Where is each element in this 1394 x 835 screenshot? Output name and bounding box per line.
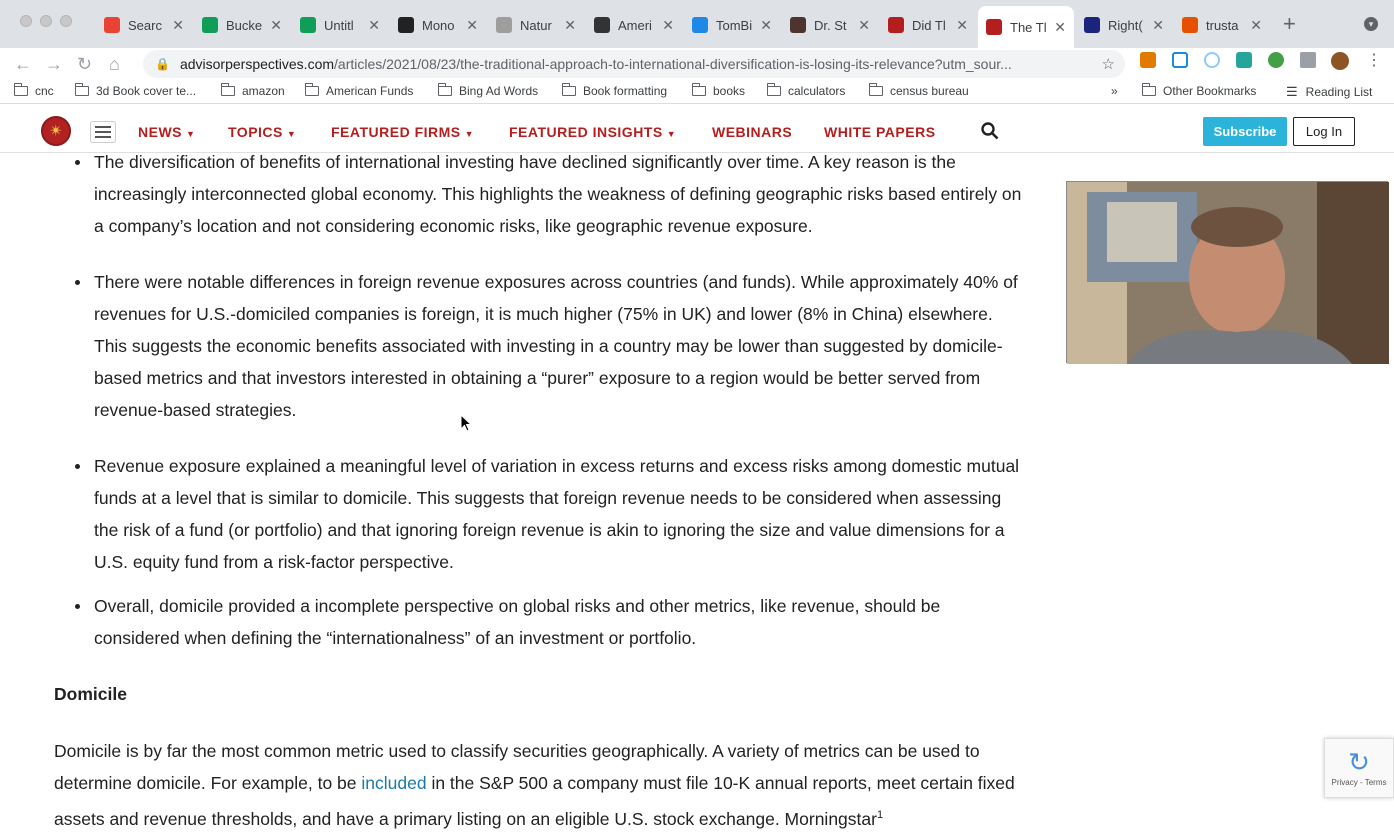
bookmark-folder[interactable] (767, 84, 845, 98)
close-tab-icon[interactable]: ✕ (1250, 16, 1262, 33)
nav-label: FEATURED INSIGHTS (509, 124, 663, 140)
browser-tab-bar (0, 0, 1394, 48)
tab-title: Ameri (618, 17, 652, 33)
address-bar[interactable] (143, 50, 1125, 78)
bullet-item: The diversification of benefits of international investing have declined significantly over time. A key reason is the increasingly interconnected global economy. This highlights the weakness of defining geographic risks based entirely on a company’s location and not considering economic risks, like geographic revenue exposure. (94, 146, 1024, 242)
caret-down-icon: ▼ (464, 129, 475, 139)
browser-tab[interactable] (96, 8, 192, 42)
folder-icon (562, 86, 576, 96)
bookmark-label: cnc (35, 84, 54, 98)
bookmark-folder[interactable] (562, 84, 667, 98)
folder-icon (14, 86, 28, 96)
included-link[interactable]: included (361, 773, 427, 793)
caret-down-icon: ▼ (286, 129, 297, 139)
bookmark-label: Book formatting (583, 84, 668, 98)
trust-icon (1182, 17, 1198, 33)
bookmark-label: calculators (788, 84, 846, 98)
close-tab-icon[interactable]: ✕ (858, 16, 870, 33)
folder-icon (1142, 86, 1156, 96)
browser-tab[interactable] (292, 8, 388, 42)
reload-icon[interactable]: ↻ (77, 54, 93, 74)
tab-search-icon[interactable]: ▾ (1364, 17, 1378, 31)
bookmark-label: amazon (242, 84, 285, 98)
tab-title: TomBi (716, 17, 753, 33)
compass-icon (986, 19, 1002, 35)
gmail-icon (104, 17, 120, 33)
nav-white-papers[interactable] (824, 124, 936, 140)
recaptcha-badge[interactable] (1324, 738, 1394, 798)
profile-avatar[interactable] (1331, 52, 1349, 70)
bullet-list (94, 146, 1024, 654)
home-icon[interactable]: ⌂ (109, 54, 120, 74)
sheets-icon (300, 17, 316, 33)
extension-3-icon[interactable] (1204, 52, 1220, 68)
browser-tab[interactable] (978, 6, 1074, 48)
minimize-window-button[interactable] (40, 15, 52, 27)
close-window-button[interactable] (20, 15, 32, 27)
browser-menu-icon[interactable]: ⋮ (1366, 52, 1382, 69)
reading-list-label: Reading List (1305, 85, 1373, 99)
article-body (0, 152, 1060, 829)
close-tab-icon[interactable]: ✕ (1054, 18, 1066, 35)
browser-tab[interactable] (684, 8, 780, 42)
reading-list-icon: ☰ (1286, 84, 1298, 99)
browser-tab[interactable] (390, 8, 486, 42)
extension-4-icon[interactable] (1236, 52, 1252, 68)
tab-title: Mono (422, 17, 455, 33)
close-tab-icon[interactable]: ✕ (1152, 16, 1164, 33)
extension-2-icon[interactable] (1172, 52, 1188, 68)
bookmark-folder[interactable] (438, 84, 538, 98)
nature-icon (496, 17, 512, 33)
nav-label: TOPICS (228, 124, 283, 140)
hamburger-menu-icon[interactable] (90, 121, 116, 143)
lock-icon: 🔒 (155, 57, 170, 71)
article-paragraph (54, 735, 1044, 835)
bullet-item: Overall, domicile provided a incomplete perspective on global risks and other metrics, like revenue, should be considered when defining the “internationalness” of an investment or portfolio. (94, 590, 1024, 654)
tab-title: Searc (128, 17, 162, 33)
nav-topics[interactable] (228, 124, 296, 140)
section-heading: Domicile (54, 684, 127, 704)
caret-down-icon: ▼ (666, 129, 677, 139)
nav-featured-insights[interactable] (509, 124, 676, 140)
webcam-presenter-image (1067, 182, 1389, 364)
bookmark-label: census bureau (890, 84, 969, 98)
browser-tab[interactable] (194, 8, 290, 42)
bookmark-folder[interactable] (75, 84, 196, 98)
close-tab-icon[interactable]: ✕ (956, 16, 968, 33)
twp-icon (398, 17, 414, 33)
bookmark-folder[interactable] (692, 84, 745, 98)
folder-icon (767, 86, 781, 96)
nav-label: WEBINARS (712, 124, 793, 140)
folder-icon (221, 86, 235, 96)
bullet-item: There were notable differences in foreign revenue exposures across countries (and funds). While approximately 40% of revenues for U.S.-domiciled companies is foreign, it is much higher (75% in UK) and lower (8% in China) elsewhere. This suggests the economic benefits associated with investing in a country may be lower than suggested by domicile-based metrics and that investors interested in obtaining a “purer” exposure to a region would be better served from revenue-based strategies. (94, 266, 1024, 426)
compass-icon (888, 17, 904, 33)
reading-list[interactable] (1286, 84, 1372, 100)
extension-1-icon[interactable] (1140, 52, 1156, 68)
paragraph-text: Domicile is by far the most common metric used to classify securities geographically. A variety of metrics can be used to determine domicile. For example, to be (54, 741, 980, 793)
bullet-item: Revenue exposure explained a meaningful level of variation in excess returns and excess risks among domestic mutual funds at a level that is similar to domicile. This suggests that foreign revenue needs to be considered when assessing the risk of a fund (or portfolio) and that ignoring foreign revenue is akin to ignoring the size and value dimensions for a U.S. equity fund from a risk-factor perspective. (94, 450, 1024, 578)
tab-title: trusta (1206, 17, 1239, 33)
browser-tab[interactable] (586, 8, 682, 42)
tab-title: The Tl (1010, 19, 1047, 35)
bookmarks-overflow-icon[interactable]: » (1111, 84, 1118, 98)
folder-icon (438, 86, 452, 96)
close-tab-icon[interactable]: ✕ (368, 16, 380, 33)
other-bookmarks-label: Other Bookmarks (1163, 84, 1257, 98)
browser-tab[interactable] (880, 8, 976, 42)
folder-icon (692, 86, 706, 96)
bookmark-folder[interactable] (869, 84, 969, 98)
nav-webinars[interactable] (712, 124, 792, 140)
bookmark-label: books (713, 84, 746, 98)
nav-featured-firms[interactable] (331, 124, 474, 140)
recaptcha-icon: ↻ (1348, 747, 1370, 777)
advisor-perspectives-logo[interactable]: ✴ (41, 116, 71, 146)
browser-tab[interactable] (1076, 8, 1172, 42)
close-tab-icon[interactable]: ✕ (172, 16, 184, 33)
maximize-window-button[interactable] (60, 15, 72, 27)
nav-label: FEATURED FIRMS (331, 124, 461, 140)
close-tab-icon[interactable]: ✕ (760, 16, 772, 33)
american-icon (594, 17, 610, 33)
nav-news[interactable] (138, 124, 195, 140)
tab-title: Did Tl (912, 17, 946, 33)
folder-icon (305, 86, 319, 96)
tombi-icon (692, 17, 708, 33)
bookmark-folder[interactable] (305, 84, 413, 98)
tab-title: Bucke (226, 17, 263, 33)
browser-tab[interactable] (782, 8, 878, 42)
tab-title: Dr. St (814, 17, 847, 33)
bookmark-star-icon[interactable]: ☆ (1101, 56, 1115, 73)
browser-tab[interactable] (488, 8, 584, 42)
caret-down-icon: ▼ (186, 129, 196, 139)
login-button[interactable]: Log In (1293, 117, 1355, 146)
new-tab-button[interactable]: + (1283, 11, 1296, 36)
back-icon[interactable]: ← (14, 54, 32, 74)
subscribe-button[interactable]: Subscribe (1203, 117, 1287, 146)
mouse-cursor-icon (460, 414, 472, 432)
folder-icon (869, 86, 883, 96)
tab-title: Right( (1108, 17, 1143, 33)
extensions-puzzle-icon[interactable] (1300, 52, 1316, 68)
close-tab-icon[interactable]: ✕ (564, 16, 576, 33)
tab-title: Natur (520, 17, 552, 33)
drst-icon (790, 17, 806, 33)
right-icon (1084, 17, 1100, 33)
recaptcha-text: Privacy - Terms (1331, 778, 1387, 787)
bookmark-folder[interactable] (221, 84, 285, 98)
bookmark-label: Bing Ad Words (459, 84, 539, 98)
close-tab-icon[interactable]: ✕ (270, 16, 282, 33)
nav-label: WHITE PAPERS (824, 124, 936, 140)
sheets-icon (202, 17, 218, 33)
bookmark-label: 3d Book cover te... (96, 84, 197, 98)
close-tab-icon[interactable]: ✕ (662, 16, 674, 33)
search-icon[interactable] (981, 122, 999, 140)
footnote-marker[interactable]: 1 (876, 809, 884, 821)
folder-icon (75, 86, 89, 96)
tab-title: Untitl (324, 17, 354, 33)
url-path: /articles/2021/08/23/the-traditional-approach-to-international-diversification-is-losing-its-relevance?utm_sour... (334, 56, 1012, 72)
extension-5-icon[interactable] (1268, 52, 1284, 68)
paragraph-text: in the S&P 500 a company must file 10-K annual reports, meet certain fixed assets and revenue thresholds, and have a primary listing on an eligible U.S. stock exchange. Morningstar (54, 773, 1015, 829)
other-bookmarks[interactable] (1142, 84, 1256, 98)
bookmark-label: American Funds (326, 84, 414, 98)
forward-icon[interactable]: → (45, 54, 63, 74)
close-tab-icon[interactable]: ✕ (466, 16, 478, 33)
browser-tab[interactable] (1174, 8, 1270, 42)
url-host: advisorperspectives.com (179, 56, 335, 72)
bookmark-folder[interactable] (14, 84, 54, 98)
nav-label: NEWS (138, 124, 182, 140)
webcam-video-overlay[interactable] (1066, 181, 1388, 363)
bookmarks-bar (0, 80, 1394, 104)
